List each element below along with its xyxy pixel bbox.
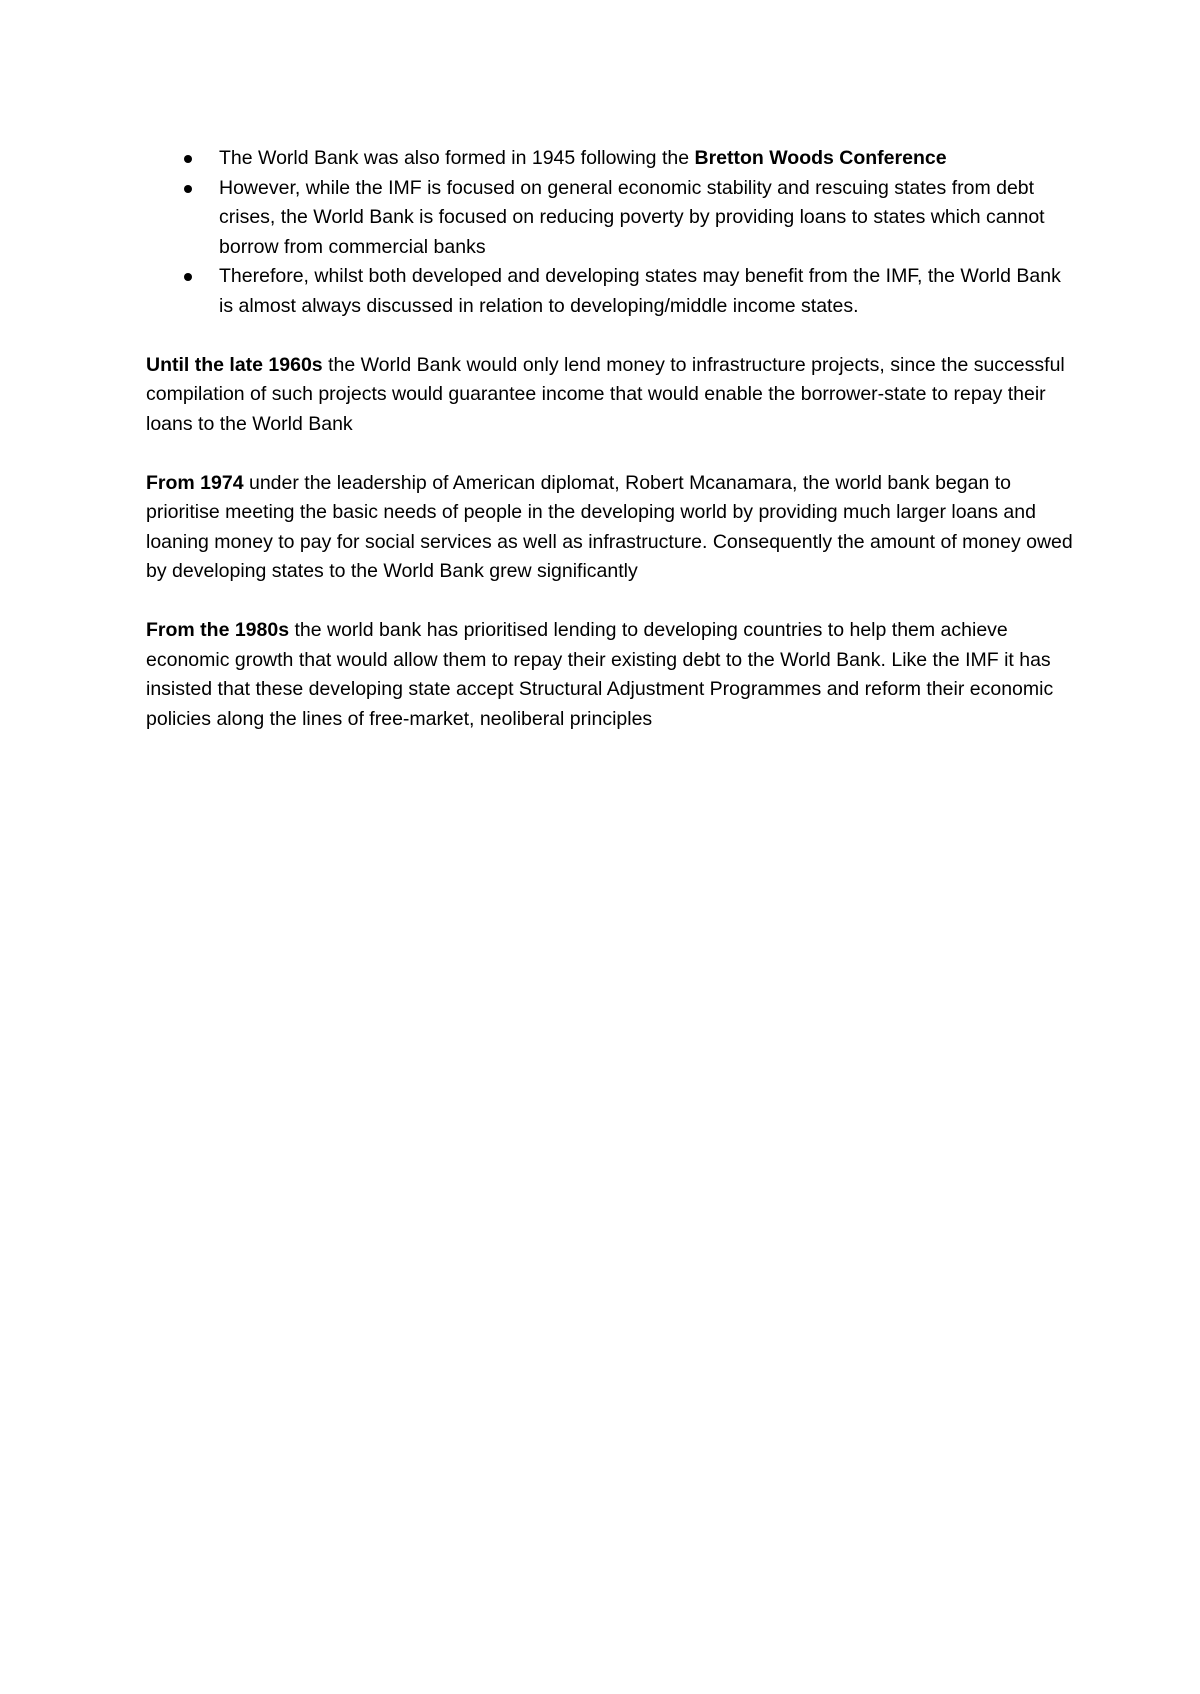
bullet-bold-text: Bretton Woods Conference <box>694 147 947 169</box>
bullet-item <box>146 174 1076 263</box>
paragraph-lead: From the 1980s <box>146 619 290 641</box>
bullet-dot-icon <box>184 155 192 163</box>
paragraph-until-late-1960s <box>146 351 1076 440</box>
bullet-dot-icon <box>184 273 192 281</box>
bullet-dot-icon <box>184 185 192 193</box>
bullet-text: Therefore, whilst both developed and developing states may benefit from the IMF, the World Bank is almost always discussed in relation to developing/middle income states. <box>219 265 1061 317</box>
paragraph-from-1980s <box>146 616 1076 734</box>
bullet-text: The World Bank was also formed in 1945 following the <box>219 147 695 169</box>
bullet-text: However, while the IMF is focused on general economic stability and rescuing states from debt crises, the World Bank is focused on reducing poverty by providing loans to states which cannot borrow from commercial banks <box>219 176 1045 258</box>
bullet-item <box>146 144 1076 174</box>
bullet-list <box>146 144 1076 321</box>
paragraph-text: the World Bank would only lend money to infrastructure projects, since the successful compilation of such projects would guarantee income that would enable the borrower-state to repay their loans to the World Bank <box>146 353 1065 435</box>
document-page <box>146 144 1076 734</box>
paragraph-lead: Until the late 1960s <box>146 353 323 376</box>
paragraph-lead: From 1974 <box>146 471 244 494</box>
paragraph-from-1974 <box>146 469 1076 587</box>
bullet-item <box>146 262 1076 321</box>
paragraph-text: the world bank has prioritised lending to developing countries to help them achieve economic growth that would allow them to repay their existing debt to the World Bank. Like the IMF it has insisted that these developing state accept Structural Adjustment Programmes and reform their economic policies along the lines of free-market, neoliberal principles <box>146 619 1054 730</box>
paragraph-text: under the leadership of American diplomat, Robert Mcanamara, the world bank began to prioritise meeting the basic needs of people in the developing world by providing much larger loans and loaning money to pay for social services as well as infrastructure. Consequently the amount of money owed by developing states to the World Bank grew significantly <box>146 471 1073 582</box>
